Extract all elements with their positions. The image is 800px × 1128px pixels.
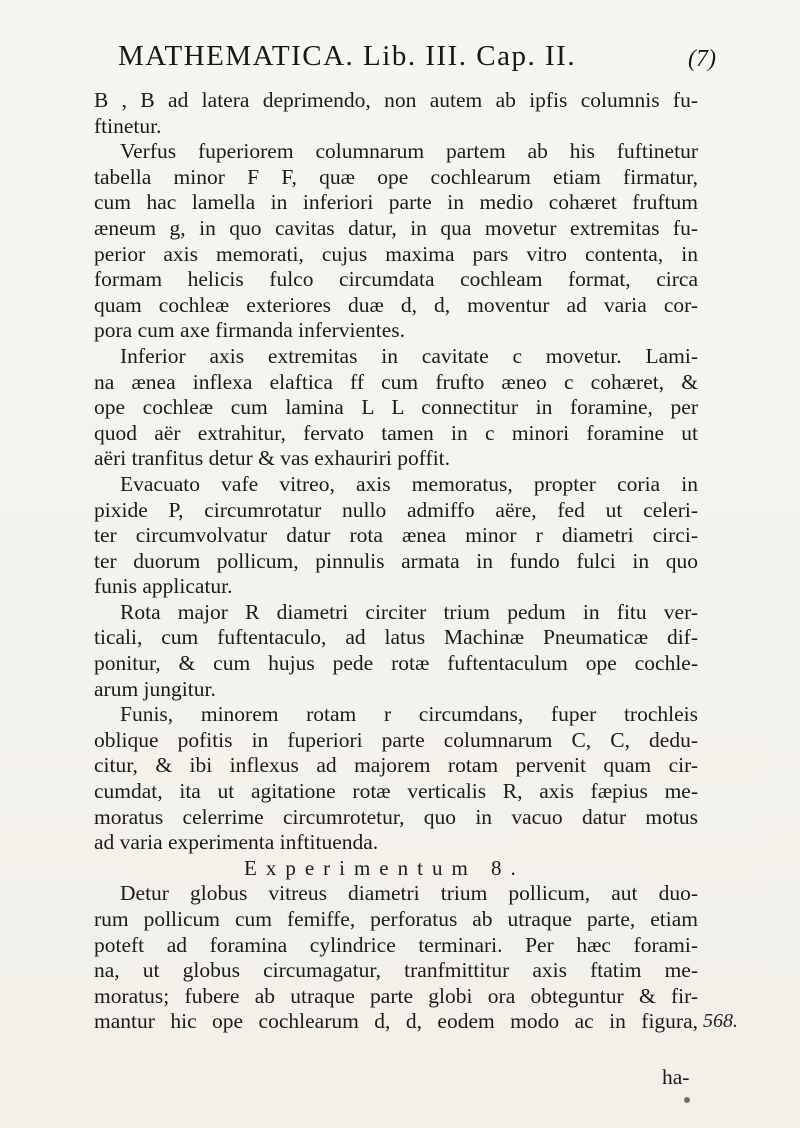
- text-line: na, ut globus circumagatur, tranfmittitur axis ftatim me-: [94, 958, 698, 983]
- text-line: ftinetur.: [94, 113, 162, 138]
- text-line: na ænea inflexa elaftica ff cum frufto æneo c cohæret, &: [94, 369, 698, 394]
- text-line: mantur hic ope cochlearum d, d, eodem modo ac in figura,: [94, 1009, 698, 1034]
- ink-speck: [684, 1097, 690, 1103]
- catchword: ha-: [662, 1065, 690, 1089]
- text-line: ad varia experimenta inftituenda.: [94, 830, 379, 855]
- text-line: Inferior axis extremitas in cavitate c movetur. Lami-: [120, 343, 698, 368]
- section-heading: Experimentum 8.: [244, 855, 525, 880]
- text-line: Funis, minorem rotam r circumdans, fuper trochleis: [120, 702, 698, 727]
- text-line: Rota major R diametri circiter trium pedum in fitu ver-: [120, 599, 698, 624]
- text-line: Verfus fuperiorem columnarum partem ab his fuftinetur: [120, 139, 698, 164]
- page-header: [118, 40, 716, 80]
- text-line: pora cum axe firmanda infervientes.: [94, 318, 406, 343]
- text-line: ponitur, & cum hujus pede rotæ fuftentaculum ope cochle-: [94, 651, 698, 676]
- page-number: (7): [688, 46, 716, 72]
- body-text: [94, 88, 698, 1035]
- text-line: ope cochleæ cum lamina L L connectitur in foramine, per: [94, 395, 698, 420]
- text-line: perior axis memorati, cujus maxima pars vitro contenta, in: [94, 241, 698, 266]
- text-line: arum jungitur.: [94, 676, 216, 701]
- text-line: moratus; fubere ab utraque parte globi ora obteguntur & fir-: [94, 983, 698, 1008]
- text-line: Detur globus vitreus diametri trium pollicum, aut duo-: [120, 881, 698, 906]
- text-line: citur, & ibi inflexus ad majorem rotam pervenit quam cir-: [94, 753, 698, 778]
- text-line: ter circumvolvatur datur rota ænea minor r diametri circi-: [94, 523, 698, 548]
- text-line: funis applicatur.: [94, 574, 233, 599]
- text-line: quod aër extrahitur, fervato tamen in c minori foramine ut: [94, 420, 698, 445]
- text-line: rum pollicum cum femiffe, perforatus ab utraque parte, etiam: [94, 907, 698, 931]
- text-line: oblique pofitis in fuperiori parte columnarum C, C, dedu-: [94, 727, 698, 752]
- text-line: ter duorum pollicum, pinnulis armata in fundo fulci in quo: [94, 548, 698, 573]
- text-line: cum hac lamella in inferiori parte in medio cohæret fruftum: [94, 190, 698, 215]
- running-head: MATHEMATICA. Lib. III. Cap. II.: [118, 40, 577, 72]
- text-line: formam helicis fulco circumdata cochleam format, circa: [94, 267, 698, 292]
- text-line: poteft ad foramina cylindrice terminari. Per hæc forami-: [94, 932, 698, 957]
- text-line: Evacuato vafe vitreo, axis memoratus, propter coria in: [120, 471, 698, 496]
- text-line: cumdat, ita ut agitatione rotæ verticalis R, axis fæpius me-: [94, 779, 698, 804]
- text-line: B , B ad latera deprimendo, non autem ab ipfis columnis fu-: [94, 88, 698, 112]
- text-line: pixide P, circumrotatur nullo admiffo aëre, fed ut celeri-: [94, 497, 698, 522]
- text-line: aëri tranfitus detur & vas exhauriri poffit.: [94, 446, 451, 471]
- text-line: tabella minor F F, quæ ope cochlearum etiam firmatur,: [94, 164, 698, 189]
- text-line: ticali, cum fuftentaculo, ad latus Machinæ Pneumaticæ dif-: [94, 625, 698, 650]
- margin-note: 568.: [703, 1010, 738, 1032]
- text-line: quam cochleæ exteriores duæ d, d, moventur ad varia cor-: [94, 292, 698, 317]
- text-line: moratus celerrime circumrotetur, quo in vacuo datur motus: [94, 804, 698, 829]
- text-line: æneum g, in quo cavitas datur, in qua movetur extremitas fu-: [94, 215, 698, 240]
